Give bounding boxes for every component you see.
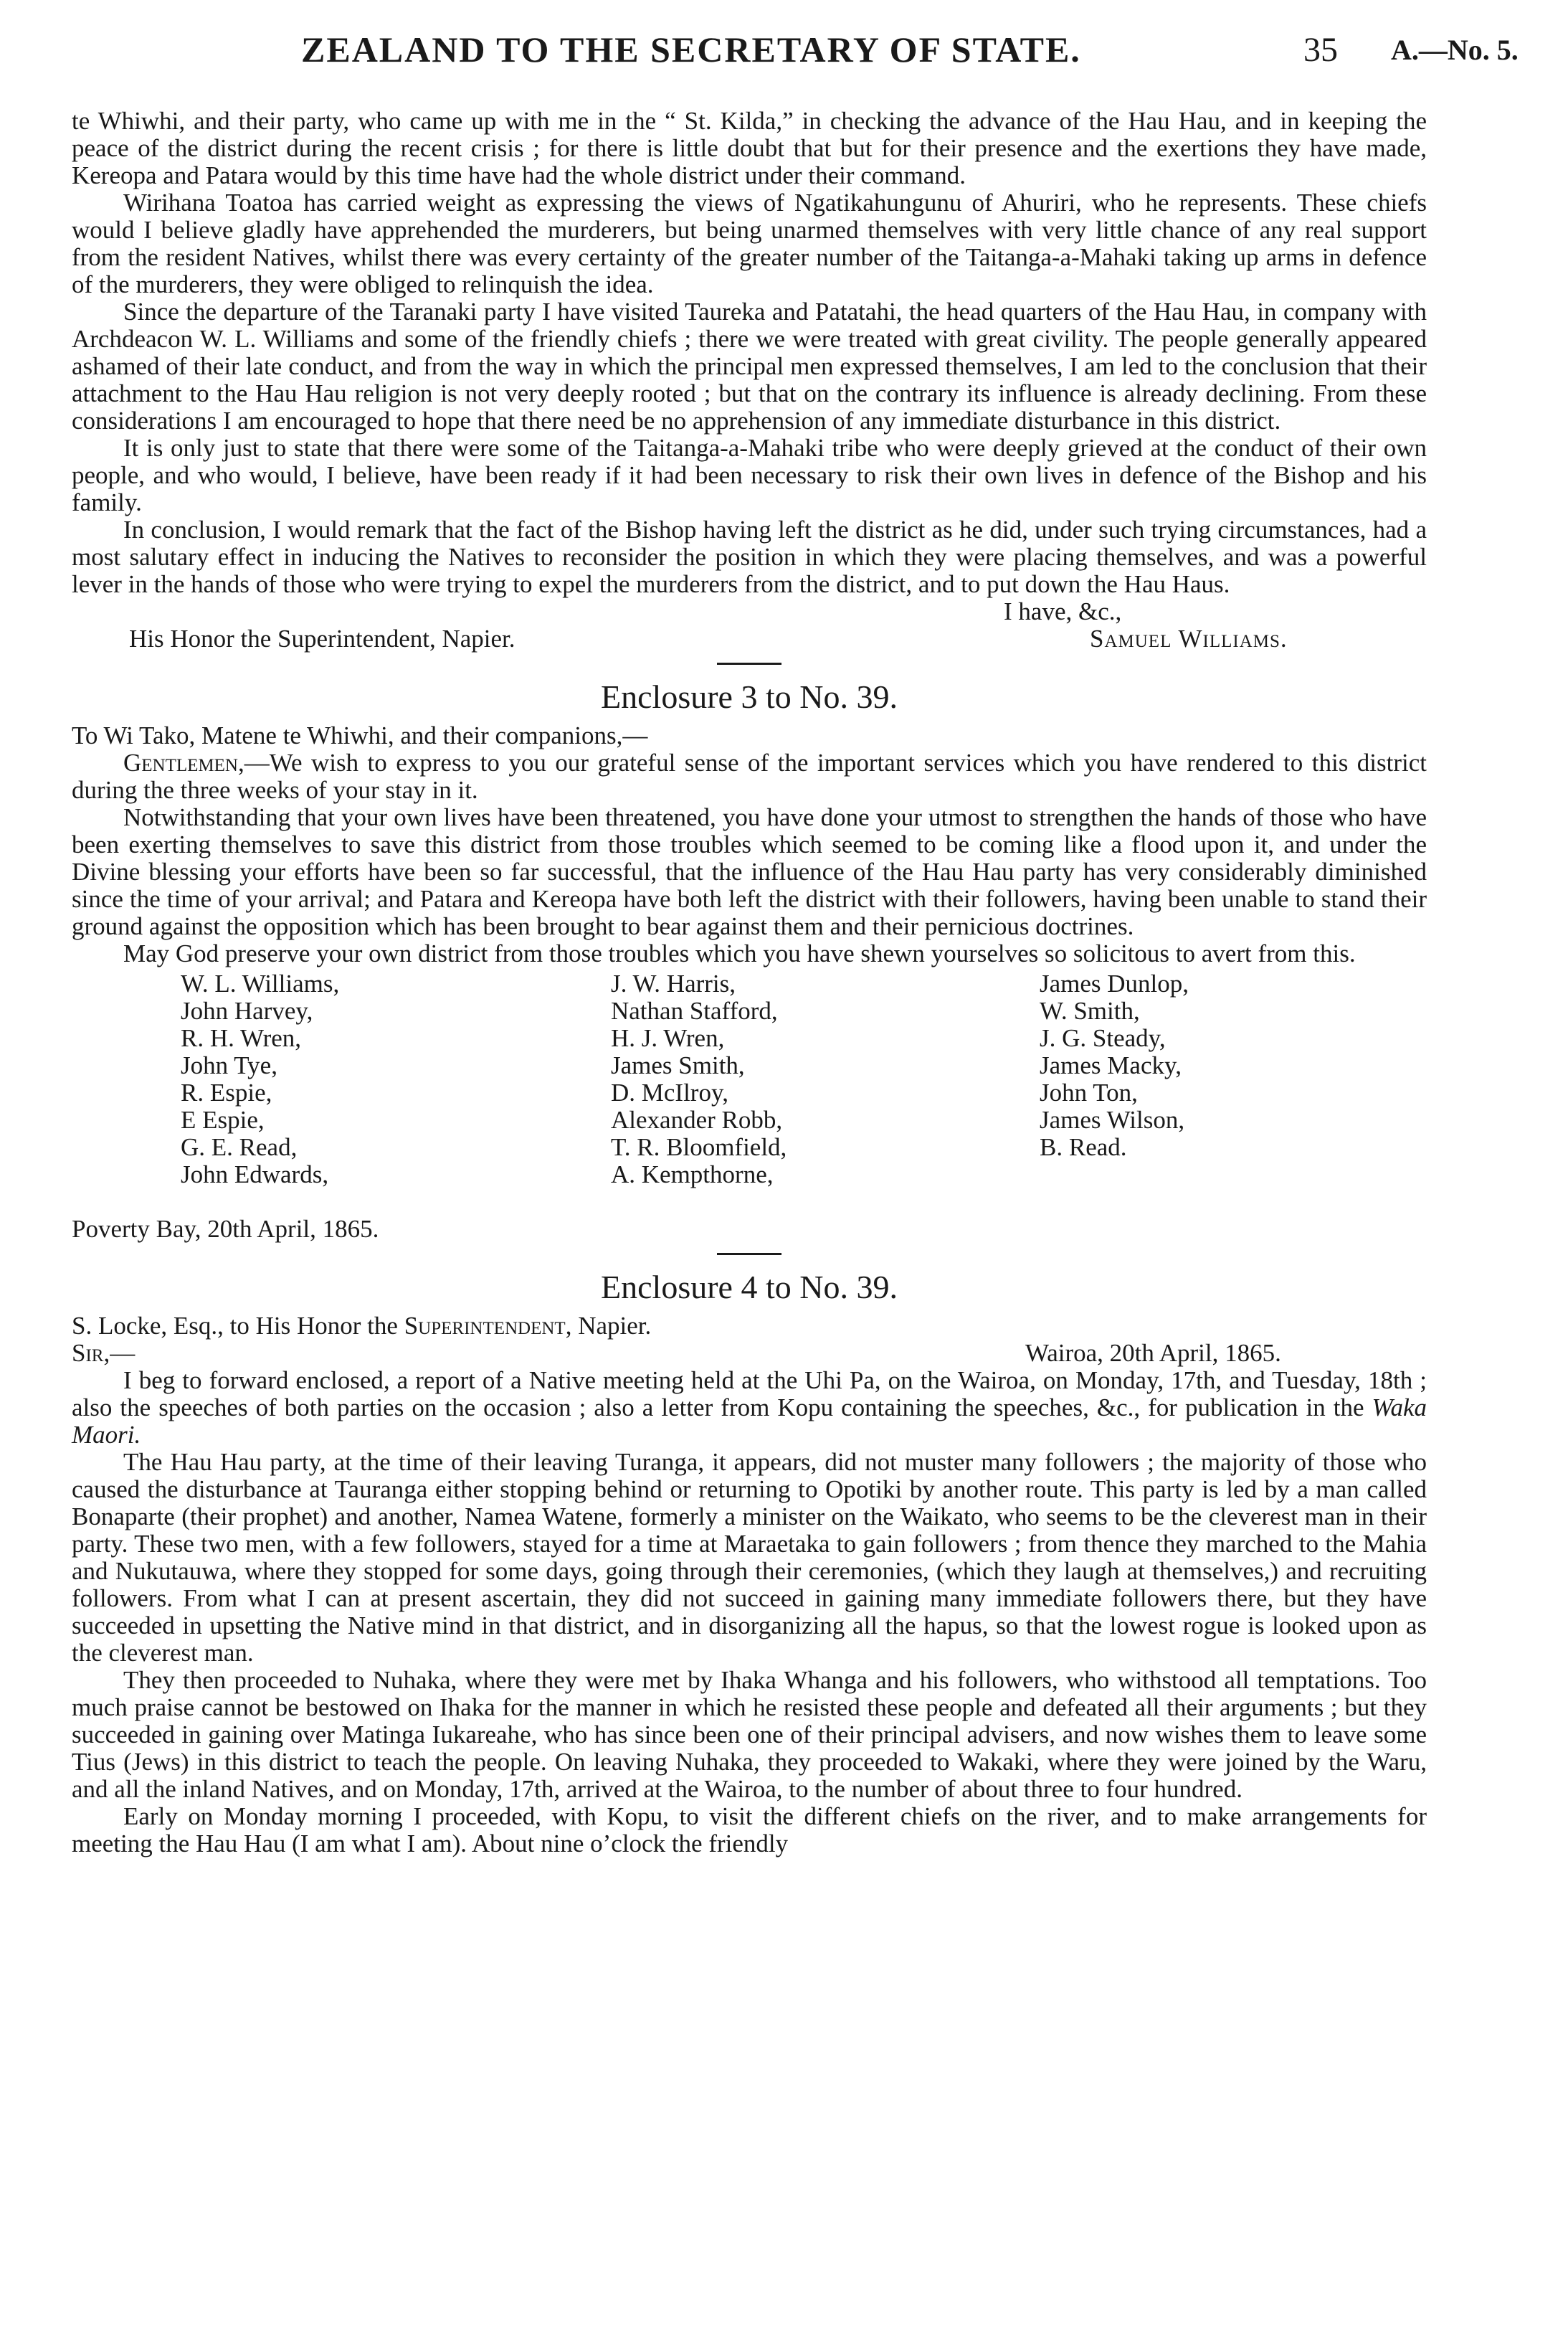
enclosure-3-paragraph: Notwithstanding that your own lives have been threatened, you have done your utmost to strengthen the hands of those who have been exerting themselves to save this district from those troubles which seemed to be coming like a flood upon it, and under the Divine blessing your efforts have been so far successful, that the influence of the Hau Hau party has very considerably diminished since the time of your arrival; and Patara and Kereopa have both left the district with their followers, having been unable to stand their ground against the opposition which has been brought to bear against them and their pernicious doctrines. (72, 803, 1427, 940)
salutation: Sir,— (72, 1339, 136, 1367)
signatory: W. L. Williams, (181, 970, 340, 998)
signatory: Nathan Stafford, (611, 997, 778, 1025)
letter-paragraph: In conclusion, I would remark that the fact of the Bishop having left the district as he did, under such trying circumstances, had a most salutary effect in inducing the Natives to reconsider the position in which they were placing themselves, and was a powerful lever in the hands of those who were trying to expel the murderers from the district, and to put down the Hau Haus. (72, 516, 1427, 598)
from-line-end: , Napier. (565, 1312, 652, 1340)
signatories-list (72, 970, 1427, 1216)
document-reference: A.—No. 5. (1391, 34, 1519, 66)
signatory: John Edwards, (181, 1160, 329, 1188)
signatory: H. J. Wren, (611, 1024, 725, 1052)
signatory: R. H. Wren, (181, 1024, 302, 1052)
signatory: A. Kempthorne, (611, 1160, 774, 1188)
letter-paragraph: Since the departure of the Taranaki party I have visited Taureka and Patatahi, the head quarters of the Hau Hau, in company with Archdeacon W. L. Williams and some of the friendly chiefs ; there we were treated with great civility. The people generally appeared ashamed of their late conduct, and from the way in which the principal men expressed themselves, I am led to the conclusion that their attachment to the Hau Hau religion is not very deeply rooted ; but that on the contrary its influence is already declining. From these considerations I am encouraged to hope that there need be no apprehension of any immediate disturbance in this district. (72, 298, 1427, 435)
letter-closing: I have, &c., (1004, 597, 1122, 625)
signatory: John Tye, (181, 1051, 277, 1079)
signatory: James Macky, (1040, 1051, 1182, 1079)
enclosure-3-paragraph: May God preserve your own district from those troubles which you have shewn yourselves so solicitous to avert from this. (123, 939, 1356, 967)
signatory: G. E. Read, (181, 1133, 298, 1161)
enclosure-3-paragraph-text: —We wish to express to you our grateful sense of the important services which you have rendered to this district during the three weeks of your stay in it. (72, 749, 1427, 804)
letter-paragraph: te Whiwhi, and their party, who came up with me in the “ St. Kilda,” in checking the advance of the Hau Hau, and in keeping the peace of the district during the recent crisis ; for there is little doubt that but for their presence and the exertions they have made, Kereopa and Patara would by this time have had the whole district under their command. (72, 107, 1427, 189)
signatory: T. R. Bloomfield, (611, 1133, 787, 1161)
signatory: W. Smith, (1040, 997, 1140, 1025)
running-title: ZEALAND TO THE SECRETARY OF STATE. (301, 29, 1081, 70)
enclosure-4-salutation-line (72, 1340, 1427, 1367)
signatory: J. W. Harris, (611, 970, 736, 998)
letter-paragraph: It is only just to state that there were some of the Taitanga-a-Mahaki tribe who were deeply grieved at the conduct of their own people, and who would, I believe, have been ready if it had been necessary to risk their own lives in defence of the Bishop and his family. (72, 434, 1427, 516)
dateline: Wairoa, 20th April, 1865. (1025, 1339, 1281, 1367)
signatories-column (181, 970, 339, 1188)
enclosure-3-heading: Enclosure 3 to No. 39. (601, 678, 898, 715)
signatory: John Harvey, (181, 997, 313, 1025)
signatory: J. G. Steady, (1040, 1024, 1166, 1052)
enclosure-4-heading: Enclosure 4 to No. 39. (601, 1269, 898, 1305)
enclosure-4-paragraph: Early on Monday morning I proceeded, with Kopu, to visit the different chiefs on the river, and to make arrangements for meeting the Hau Hau (I am what I am). About nine o’clock the friendly (72, 1802, 1427, 1857)
section-divider (717, 663, 781, 665)
salutation: Gentlemen, (123, 749, 244, 777)
page-number: 35 (1303, 31, 1338, 69)
enclosure-3-place-date: Poverty Bay, 20th April, 1865. (72, 1215, 379, 1243)
signatory: E Espie, (181, 1106, 265, 1134)
enclosure-4-paragraph (72, 1367, 1427, 1449)
signatory: James Smith, (611, 1051, 745, 1079)
signatory: John Ton, (1040, 1079, 1138, 1107)
enclosure-3-to-line: To Wi Tako, Matene te Whiwhi, and their companions,— (72, 721, 648, 749)
enclosure-4-from-line (72, 1312, 1427, 1340)
from-line-start: S. Locke, Esq., to His Honor the (72, 1312, 404, 1340)
letter-signer: Samuel Williams. (1090, 625, 1288, 653)
enclosure-3-paragraph (72, 749, 1427, 804)
signatory: James Dunlop, (1040, 970, 1189, 998)
signatories-column (1040, 970, 1189, 1161)
signatory: R. Espie, (181, 1079, 272, 1107)
page-body (72, 108, 1427, 1857)
page-header (0, 29, 1568, 79)
letter-addressee: His Honor the Superintendent, Napier. (129, 625, 515, 653)
signatory: James Wilson, (1040, 1106, 1185, 1134)
signatory: Alexander Robb, (611, 1106, 783, 1134)
enclosure-4-paragraph: The Hau Hau party, at the time of their leaving Turanga, it appears, did not muster many followers ; the majority of those who caused the disturbance at Tauranga either stopping behind or returning to Opotiki by another route. This party is led by a man called Bonaparte (their prophet) and another, Namea Watene, formerly a minister on the Waikato, who seems to be the cleverest man in their party. These two men, with a few followers, stayed for a time at Maraetaka to gain followers ; from thence they marched to the Mahia and Nukutauwa, where they stopped for some days, going through their ceremonies, (which they laugh at themselves,) and recruiting followers. From what I can at present ascertain, they did not succeed in gaining many immediate followers there, but they have succeeded in upsetting the Native mind in that district, and in disorganizing all the hapus, so that the lowest rogue is looked upon as the cleverest man. (72, 1448, 1427, 1667)
enclosure-4-paragraph: They then proceeded to Nuhaka, where they were met by Ihaka Whanga and his followers, who withstood all temptations. Too much praise cannot be bestowed on Ihaka for the manner in which he resisted these people and defeated all their arguments ; but they succeeded in gaining over Matinga Iukareahe, who has since been one of their principal advisers, and now wishes them to leave some Tius (Jews) in this district to teach the people. On leaving Nuhaka, they proceeded to Wakaki, where they were joined by the Waru, and all the inland Natives, and on Monday, 17th, arrived at the Wairoa, to the number of about three to four hundred. (72, 1666, 1427, 1803)
newspaper-title: Waka Maori. (72, 1393, 1427, 1449)
signatory: D. McIlroy, (611, 1079, 728, 1107)
signatory: B. Read. (1040, 1133, 1127, 1161)
letter-signature-block (72, 598, 1427, 653)
from-line-title: Superintendent (404, 1312, 566, 1340)
section-divider (717, 1253, 781, 1255)
letter-paragraph: Wirihana Toatoa has carried weight as expressing the views of Ngatikahungunu of Ahuriri, who he represents. These chiefs would I believe gladly have apprehended the murderers, but being unarmed themselves with very little chance of any real support from the resident Natives, whilst there was every certainty of the greater number of the Taitanga-a-Mahaki taking up arms in defence of the murderers, they were obliged to relinquish the idea. (72, 189, 1427, 298)
signatories-column (611, 970, 787, 1188)
enclosure-4-paragraph-text: I beg to forward enclosed, a report of a Native meeting held at the Uhi Pa, on the Wairoa, on Monday, 17th, and Tuesday, 18th ; also the speeches of both parties on the occasion ; also a letter from Kopu containing the speeches, &c., for publication in the (72, 1366, 1427, 1421)
